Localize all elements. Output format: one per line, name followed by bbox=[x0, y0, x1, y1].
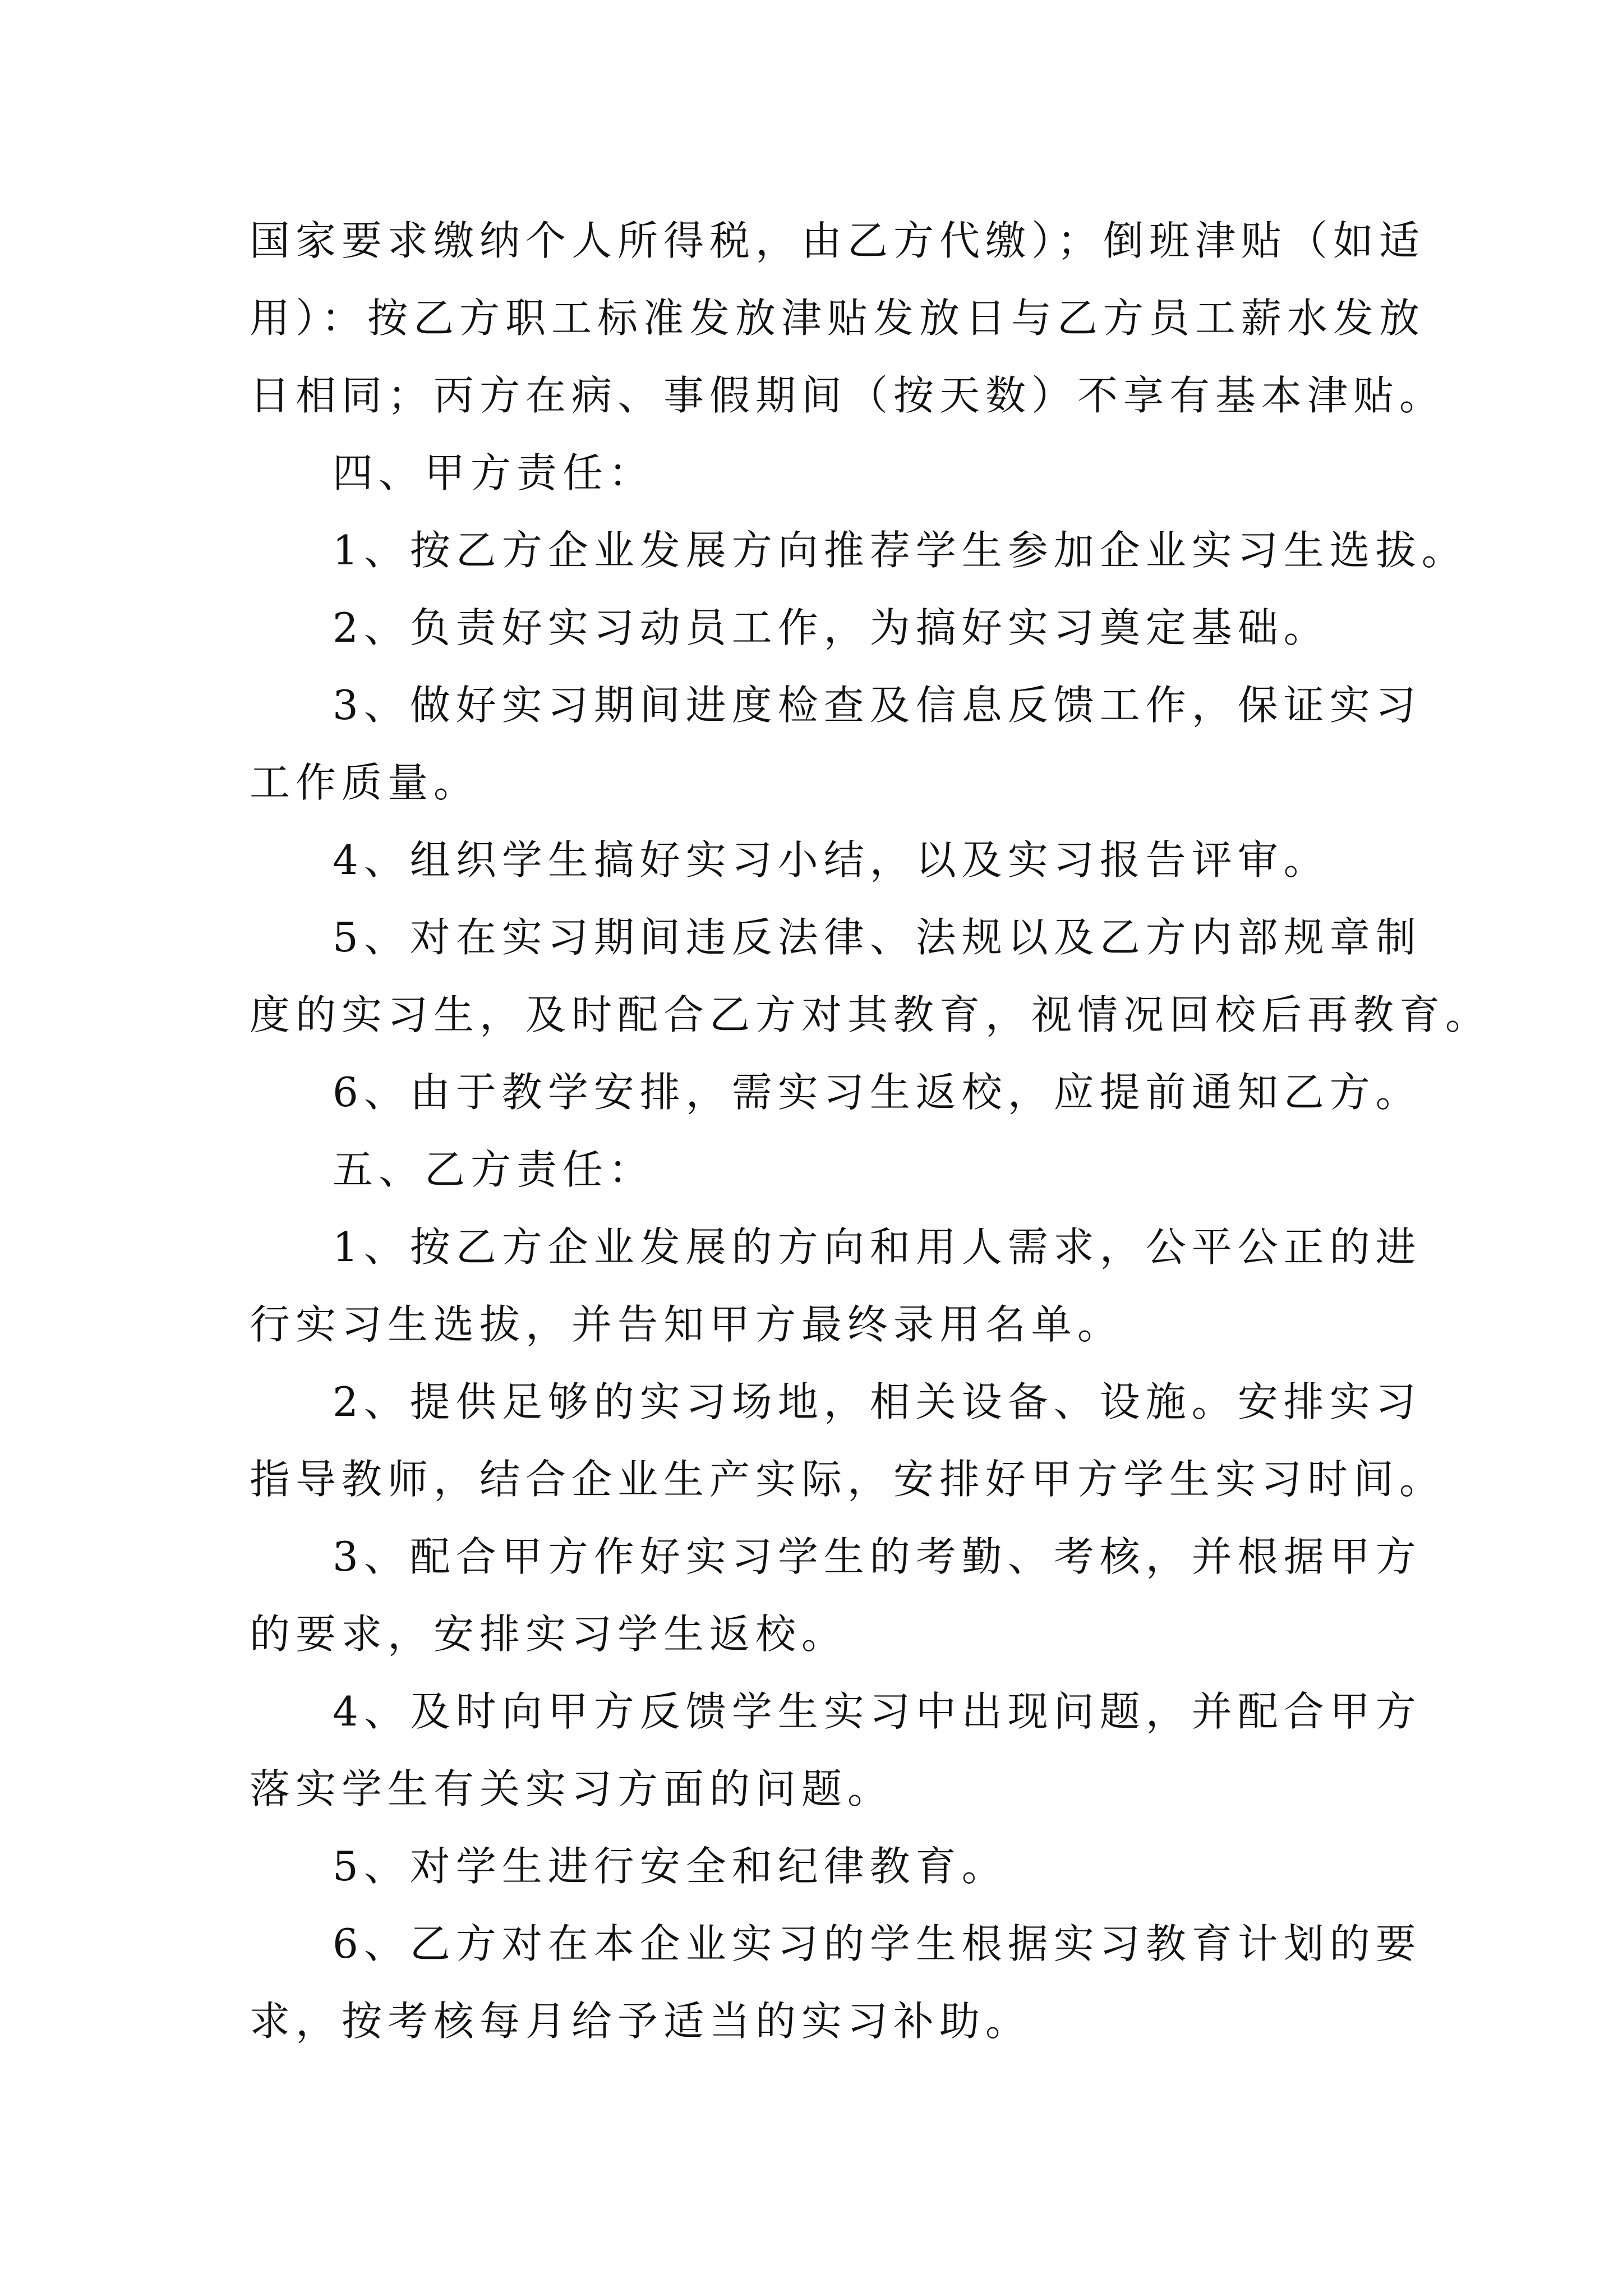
text-line: 4、及时向甲方反馈学生实习中出现问题，并配合甲方 bbox=[333, 1688, 1422, 1735]
text-line: 指导教师，结合企业生产实际，安排好甲方学生实习时间。 bbox=[250, 1456, 1446, 1503]
document-body bbox=[250, 202, 1492, 2060]
text-line: 度的实习生，及时配合乙方对其教育，视情况回校后再教育。 bbox=[250, 991, 1492, 1038]
text-line: 3、配合甲方作好实习学生的考勤、考核，并根据甲方 bbox=[333, 1533, 1422, 1580]
text-line: 用）：按乙方职工标准发放津贴发放日与乙方员工薪水发放 bbox=[250, 295, 1426, 342]
text-line: 6、乙方对在本企业实习的学生根据实习教育计划的要 bbox=[333, 1920, 1422, 1967]
text-line: 日相同；丙方在病、事假期间（按天数）不享有基本津贴。 bbox=[250, 372, 1446, 419]
text-line: 求，按考核每月给予适当的实习补助。 bbox=[250, 1998, 1032, 2045]
section-heading-party-b: 五、乙方责任： bbox=[333, 1146, 655, 1193]
text-line: 落实学生有关实习方面的问题。 bbox=[250, 1765, 894, 1812]
text-line: 5、对学生进行安全和纪律教育。 bbox=[333, 1843, 1008, 1890]
text-line: 2、提供足够的实习场地，相关设备、设施。安排实习 bbox=[333, 1378, 1422, 1425]
text-line: 4、组织学生搞好实习小结，以及实习报告评审。 bbox=[333, 836, 1330, 884]
text-line: 1、按乙方企业发展的方向和用人需求，公平公正的进 bbox=[333, 1223, 1422, 1271]
text-line: 行实习生选拔，并告知甲方最终录用名单。 bbox=[250, 1301, 1124, 1348]
text-line: 2、负责好实习动员工作，为搞好实习奠定基础。 bbox=[333, 604, 1330, 651]
text-line: 国家要求缴纳个人所得税，由乙方代缴）；倒班津贴（如适 bbox=[250, 217, 1426, 264]
text-line: 工作质量。 bbox=[250, 759, 480, 806]
section-heading-party-a: 四、甲方责任： bbox=[333, 449, 655, 496]
text-line: 的要求，安排实习学生返校。 bbox=[250, 1611, 848, 1658]
text-line: 3、做好实习期间进度检查及信息反馈工作，保证实习 bbox=[333, 682, 1422, 729]
text-line: 6、由于教学安排，需实习生返校，应提前通知乙方。 bbox=[333, 1069, 1422, 1116]
text-line: 1、按乙方企业发展方向推荐学生参加企业实习生选拔。 bbox=[333, 527, 1468, 574]
text-line: 5、对在实习期间违反法律、法规以及乙方内部规章制 bbox=[333, 914, 1422, 961]
